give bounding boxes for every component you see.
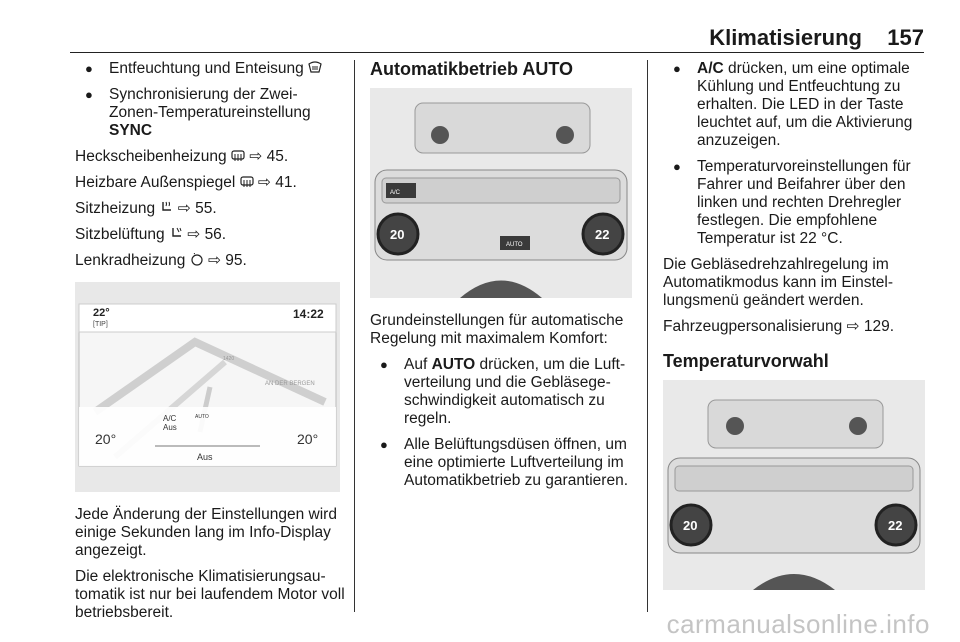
- seat-heating-icon: [159, 201, 173, 214]
- list-item: ● Auf AUTO drücken, um die Luft-verteilung und die Gebläsege-schwindigkeit automatisch zu regeln.: [370, 356, 635, 428]
- ref-arrow-icon: ⇨: [257, 174, 271, 191]
- page-header: [70, 22, 924, 53]
- ref-arrow-icon: ⇨: [207, 252, 221, 269]
- display-auto: AUTO: [195, 414, 209, 420]
- ref-arrow-icon: ⇨: [177, 200, 191, 217]
- road-label: AN DER BERGEN: [265, 381, 315, 387]
- display-tip: [TIP]: [93, 321, 108, 328]
- seat-ventilation-icon: [169, 227, 183, 240]
- display-time: 14:22: [293, 307, 324, 321]
- page-number: 157: [887, 25, 924, 50]
- display-temp-right: 20°: [297, 431, 319, 447]
- section-heading: Temperaturvorwahl: [663, 351, 829, 371]
- right-knob-label: 22: [888, 518, 903, 533]
- display-temp-top: 22°: [93, 307, 110, 319]
- left-knob-label: 20: [683, 518, 698, 533]
- column-1: [75, 60, 345, 630]
- auto-button-label: AUTO: [506, 242, 523, 248]
- column-3: [663, 60, 928, 590]
- section-heading: Automatikbetrieb AUTO: [370, 59, 574, 79]
- display-temp-left: 20°: [95, 431, 117, 447]
- list-item: ● Entfeuchtung und Enteisung: [75, 60, 345, 78]
- display-fan-label: Aus: [197, 452, 213, 462]
- column-divider: [354, 60, 355, 612]
- list-item: ● A/C drücken, um eine optimale Kühlung und Entfeuchtung zu erhalten. Die LED in der Taste leuchtet auf, um die Aktivierung anzuzeigen.: [663, 60, 928, 150]
- rear-window-heating-icon: [231, 149, 245, 162]
- page-title: Klimatisierung: [709, 25, 862, 50]
- defrost-icon: [308, 61, 322, 74]
- ac-button-label: A/C: [390, 190, 401, 196]
- paragraph: Grundeinstellungen für automatische Regelung mit maximalem Komfort:: [370, 312, 624, 347]
- paragraph: Die elektronische Klimatisierungsau-tomatik ist nur bei laufendem Motor voll betriebsbereit.: [75, 568, 345, 621]
- ref-arrow-icon: ⇨: [846, 318, 860, 335]
- display-ac-state: Aus: [163, 423, 177, 432]
- text-line: Fahrzeugpersonalisierung ⇨ 129.: [663, 318, 895, 335]
- sync-label: SYNC: [109, 122, 153, 139]
- climate-panel-image: [370, 88, 632, 298]
- column-divider: [647, 60, 648, 612]
- right-knob-label: 22: [595, 227, 610, 242]
- text-line: Heizbare Außenspiegel ⇨ 41.: [75, 174, 297, 191]
- text-line: Sitzbelüftung ⇨ 56.: [75, 226, 227, 243]
- temperature-panel-image: [663, 380, 925, 590]
- paragraph: Jede Änderung der Einstellungen wird einige Sekunden lang im Info-Display angezeigt.: [75, 506, 337, 559]
- watermark: carmanualsonline.info: [666, 609, 930, 639]
- column-2: [370, 60, 635, 498]
- ref-arrow-icon: ⇨: [187, 226, 201, 243]
- text-line: Heckscheibenheizung ⇨ 45.: [75, 148, 289, 165]
- text-line: Sitzheizung ⇨ 55.: [75, 200, 217, 217]
- steering-wheel-heating-icon: [190, 253, 204, 266]
- ref-arrow-icon: ⇨: [249, 148, 263, 165]
- list-item: ● Temperaturvoreinstellungen für Fahrer und Beifahrer über den linken und rechten Drehregler festlegen. Die empfohlene Temperatur ist 22 °C.: [663, 158, 928, 248]
- road-number: 1420: [223, 356, 235, 362]
- mirror-heating-icon: [240, 175, 254, 188]
- list-item: ● Alle Belüftungsdüsen öffnen, um eine optimierte Luftverteilung im Automatikbetrieb zu garantieren.: [370, 436, 635, 490]
- text-line: Lenkradheizung ⇨ 95.: [75, 252, 247, 269]
- left-knob-label: 20: [390, 227, 405, 242]
- display-ac-label: A/C: [163, 414, 177, 423]
- paragraph: Die Gebläsedrehzahlregelung im Automatikmodus kann im Einstel-lungsmenü geändert werden.: [663, 256, 894, 309]
- info-display-image: [75, 282, 340, 492]
- list-item: ● Synchronisierung der Zwei- Zonen-Temperatureinstellung SYNC: [75, 86, 345, 140]
